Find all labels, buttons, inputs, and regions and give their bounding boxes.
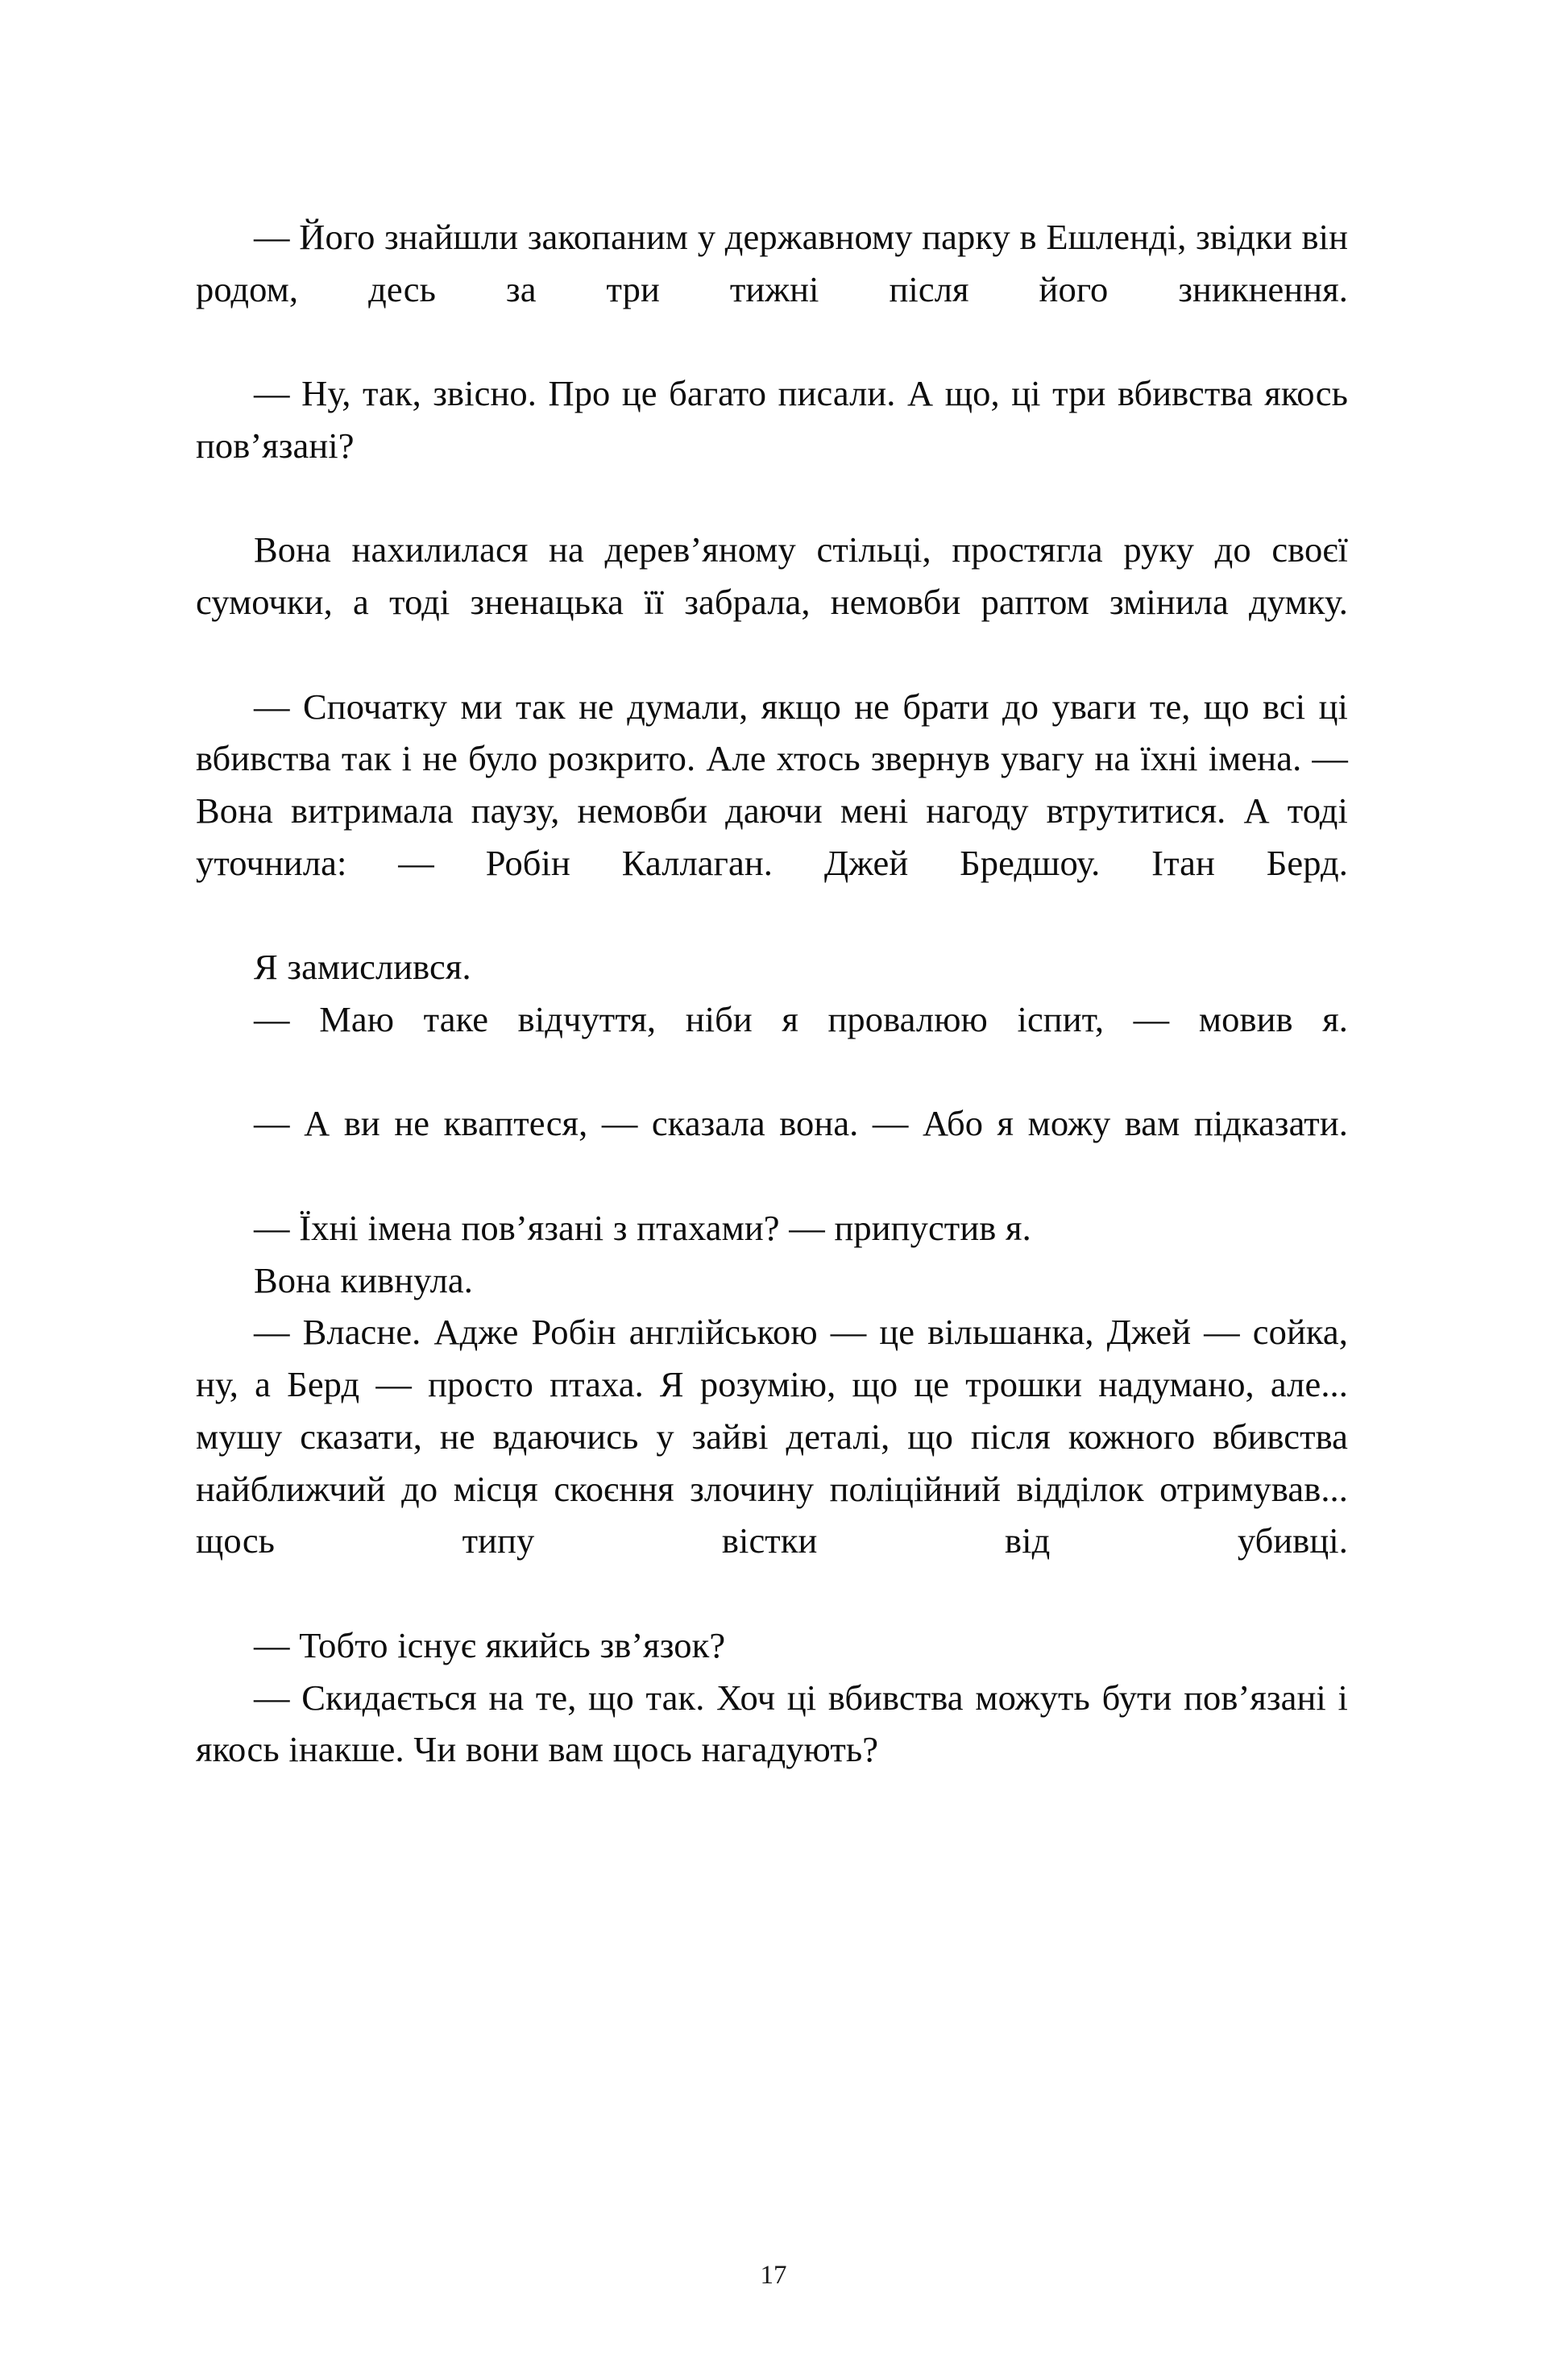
paragraph: — Ну, так, звісно. Про це багато писали. А що, ці три вбивства якось пов’язані?	[196, 373, 1348, 466]
paragraph: — Маю таке відчуття, ніби я провалюю іспит, — мовив я.	[254, 999, 1348, 1040]
paragraph: — Їхні імена пов’язані з птахами? — припустив я.	[254, 1207, 1031, 1248]
paragraph: Я замислився.	[254, 947, 471, 988]
paragraph: — А ви не квaптеся, — сказала вона. — Або я можу вам підказати.	[254, 1103, 1348, 1144]
paragraph: — Власне. Адже Робін англійською — це вільшанка, Джей — сойка, ну, а Берд — просто птаха. Я розумію, що це трошки надумано, але... мушу сказати, не вдаючись у зайві деталі, що після кожного вбивства найближчий до місця скоєння злочину поліційний відділок отримував... щось типу вістки від убивці.	[196, 1312, 1348, 1561]
paragraph: — Його знайшли закопаним у державному парку в Ешленді, звідки він родом, десь за три тижні після його зникнення.	[196, 217, 1348, 309]
paragraph: Вона кивнула.	[254, 1259, 473, 1300]
paragraph: — Спочатку ми так не думали, якщо не брати до уваги те, що всі ці вбивства так і не було розкрито. Але хтось звернув увагу на їхні імена. — Вона витримала паузу, немовби даючи мені нагоду втрутитися. А тоді уточнила: — Робін Каллаган. Джей Бредшоу. Ітан Берд.	[196, 686, 1348, 883]
page-text-body	[196, 211, 1348, 1776]
page-number: 17	[760, 2261, 787, 2290]
paragraph: — Скидається на те, що так. Хоч ці вбивства можуть бути пов’язані і якось інакше. Чи вони вам щось нагадують?	[196, 1677, 1348, 1770]
paragraph: — Тобто існує якийсь зв’язок?	[254, 1624, 726, 1665]
paragraph: Вона нахилилася на дерев’яному стільці, простягла руку до своєї сумочки, а тоді зненацька її забрала, немовби раптом змінила думку.	[196, 529, 1348, 623]
